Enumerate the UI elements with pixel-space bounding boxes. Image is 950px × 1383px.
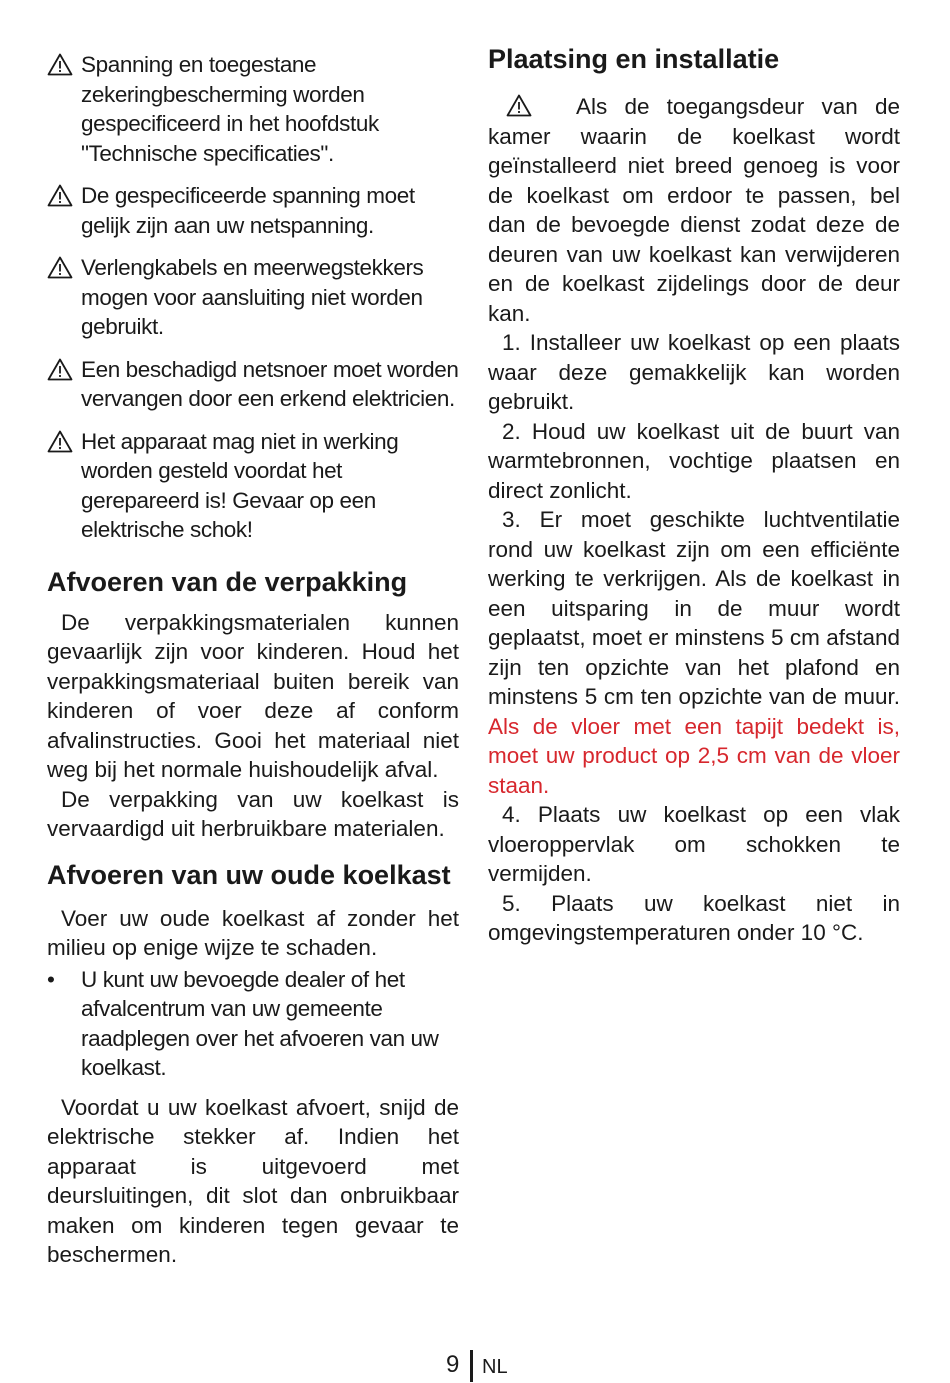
warning-text: Het apparaat mag niet in werking worden gesteld voordat het gerepareerd is! Gevaar op een elektrische schok!: [81, 428, 399, 542]
intro-text: Als de toegangsdeur van de kamer waarin de koelkast wordt geïnstalleerd niet breed genoeg is voor de koelkast om erdoor te passen, bel dan de bevoegde dienst zodat deze de deuren van uw koelkast kan verwijderen en de koelkast zijdelings door de deur kan.: [488, 94, 900, 326]
packaging-paragraph: De verpakking van uw koelkast is vervaardigd uit herbruikbare materialen.: [47, 786, 459, 841]
warning-icon: [47, 253, 81, 342]
installation-step: [488, 505, 900, 800]
warning-text: Verlengkabels en meerwegstekkers mogen voor aansluiting niet worden gebruikt.: [81, 255, 424, 339]
warning-item: [47, 253, 459, 342]
old-fridge-heading: Afvoeren van uw oude koelkast: [47, 859, 451, 890]
warning-icon: [47, 427, 81, 545]
packaging-paragraph: De verpakkingsmaterialen kunnen gevaarlijk zijn voor kinderen. Houd het verpakkingsmateriaal buiten bereik van kinderen of voer deze af conform afvalinstructies. Gooi het materiaal niet weg bij het normale huishoudelijk afval.: [47, 609, 459, 782]
list-item: [47, 965, 459, 1083]
step3-text: 3. Er moet geschikte luchtventilatie rond uw koelkast zijn om een efficiënte werking te verkrijgen. Als de koelkast in een uitsparing in de muur wordt geplaatst, moet er minstens 5 cm afstand zijn ten opzichte van het plafond en minstens 5 cm ten opzichte van de muur.: [488, 507, 900, 709]
warning-item: [47, 427, 459, 545]
warning-item: [47, 181, 459, 240]
page-number: 9: [446, 1351, 460, 1378]
installation-step: 4. Plaats uw koelkast op een vlak vloeroppervlak om schokken te vermijden.: [488, 802, 900, 886]
warning-text: Een beschadigd netsnoer moet worden vervangen door een erkend elektricien.: [81, 356, 459, 411]
installation-step: 2. Houd uw koelkast uit de buurt van warmtebronnen, vochtige plaatsen en direct zonlicht.: [488, 418, 900, 503]
left-column: [47, 44, 459, 1270]
warning-item: [47, 50, 459, 168]
warning-text: Spanning en toegestane zekeringbescherming worden gespecificeerd in het hoofdstuk "Technische specificaties".: [81, 52, 379, 166]
warning-icon: [47, 181, 81, 240]
page-footer: [0, 1350, 950, 1382]
installation-step: 5. Plaats uw koelkast niet in omgevingstemperaturen onder 10 °C.: [488, 890, 900, 945]
warning-icon: [47, 355, 81, 414]
old-fridge-paragraph: Voordat u uw koelkast afvoert, snijd de elektrische stekker af. Indien het apparaat is uitgevoerd met deursluitingen, dit slot dan onbruikbaar maken om kinderen tegen gevaar te beschermen.: [47, 1094, 459, 1267]
carpet-notice: Als de vloer met een tapijt bedekt is, moet uw product op 2,5 cm van de vloer staan.: [488, 713, 900, 798]
bullet-text: U kunt uw bevoegde dealer of het afvalcentrum van uw gemeente raadplegen over het afvoeren van uw koelkast.: [81, 966, 439, 1080]
old-fridge-paragraph: Voer uw oude koelkast af zonder het milieu op enige wijze te schaden.: [47, 905, 459, 960]
installation-intro: [488, 92, 900, 328]
right-column: [488, 44, 900, 948]
installation-step: 1. Installeer uw koelkast op een plaats waar deze gemakkelijk kan worden gebruikt.: [488, 330, 900, 414]
installation-heading: Plaatsing en installatie: [488, 44, 780, 74]
bullet-marker: •: [47, 966, 55, 992]
warning-item: [47, 355, 459, 414]
footer-divider: [470, 1350, 473, 1382]
warning-text: De gespecificeerde spanning moet gelijk zijn aan uw netspanning.: [81, 183, 415, 238]
language-code: NL: [482, 1356, 508, 1378]
warning-icon: [506, 94, 532, 117]
warning-icon: [47, 50, 81, 168]
packaging-heading: Afvoeren van de verpakking: [47, 566, 408, 597]
